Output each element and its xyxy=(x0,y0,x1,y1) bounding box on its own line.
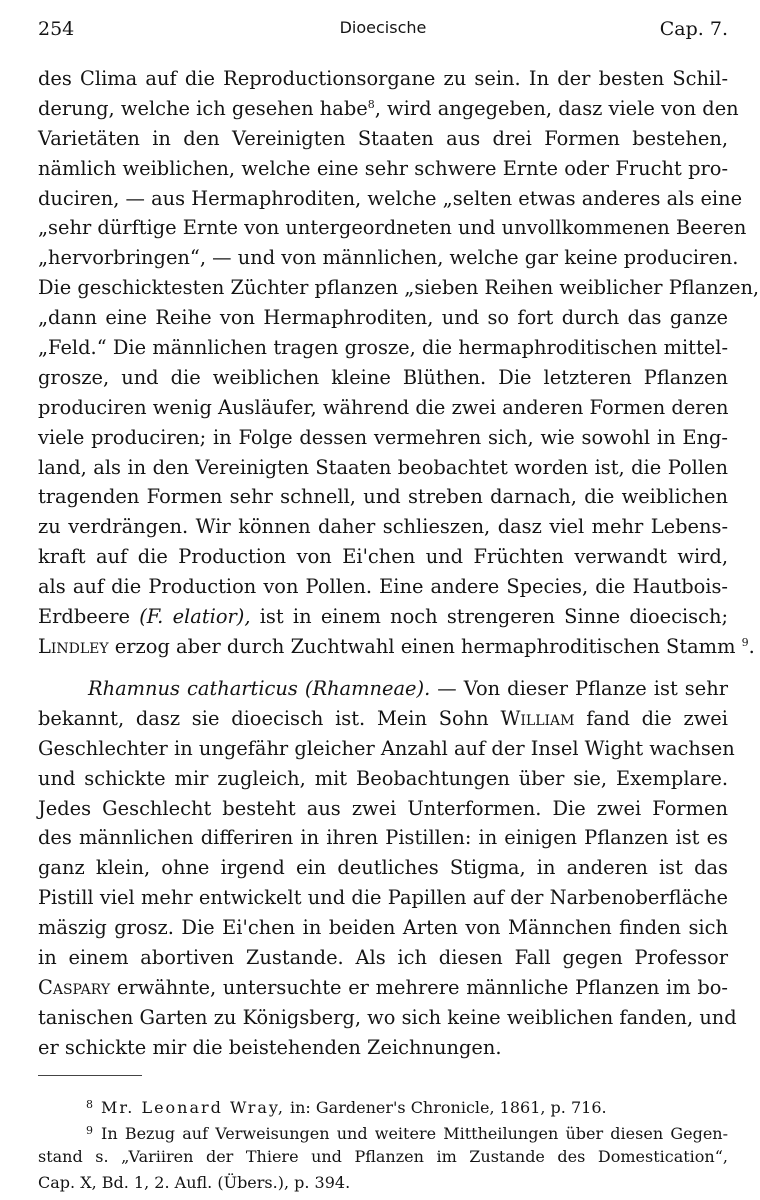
text-line: in einem abortiven Zustande. Als ich diesen Fall gegen Professor xyxy=(38,946,728,970)
text-line: er schickte mir die beistehenden Zeichnungen. xyxy=(38,1035,502,1059)
text-line: des Clima auf die Reproductionsorgane zu sein. In der besten Schil- xyxy=(38,67,728,90)
text-line: Erdbeere (F. elatior), ist in einem noch strengeren Sinne dioecisch; xyxy=(38,605,729,629)
text-line: derung, welche ich gesehen habe$^8$, wird angegeben, dasz viele von den xyxy=(38,96,739,120)
paragraph-strawberry xyxy=(38,64,760,662)
text-line: duciren, — aus Hermaphroditen, welche „selten etwas anderes als eine xyxy=(38,186,743,210)
text-line: land, als in den Vereinigten Staaten beobachtet worden ist, die Pollen xyxy=(38,455,728,479)
text-line: Caspary erwähnte, untersuchte er mehrere männliche Pflanzen im bo- xyxy=(38,975,728,999)
text-line: grosze, und die weiblichen kleine Blüthen. Die letzteren Pflanzen xyxy=(38,365,728,389)
text-line: als auf die Production von Pollen. Eine andere Species, die Hautbois- xyxy=(38,575,728,599)
text-line: viele produciren; in Folge dessen vermehren sich, wie sowohl in Eng- xyxy=(38,425,728,449)
text-line: Pistill viel mehr entwickelt und die Papillen auf der Narbenoberfläche xyxy=(38,886,728,910)
text-line: und schickte mir zugleich, mit Beobachtungen über sie, Exemplare. xyxy=(38,766,728,790)
text-line: „sehr dürftige Ernte von untergeordneten und unvollkommenen Beeren xyxy=(38,216,747,240)
text-line: zu verdrängen. Wir können daher schlieszen, dasz viel mehr Lebens- xyxy=(38,515,728,539)
footnote-8: $^8$ Mr. Leonard Wray, in: Gardener's Chronicle, 1861, p. 716. xyxy=(86,1098,607,1117)
section-heading-species: Rhamnus catharticus (Rhamneae). xyxy=(88,677,431,700)
text-line: Varietäten in den Vereinigten Staaten aus drei Formen bestehen, xyxy=(38,126,728,150)
footnote-divider xyxy=(38,1075,142,1076)
text-line: Geschlechter in ungefähr gleicher Anzahl auf der Insel Wight wachsen xyxy=(38,736,735,760)
text-line: ganz klein, ohne irgend ein deutliches Stigma, in anderen ist das xyxy=(38,856,728,880)
running-title: Dioecische xyxy=(339,18,427,37)
text-line: tanischen Garten zu Königsberg, wo sich keine weiblichen fanden, und xyxy=(38,1005,737,1029)
person-name: Caspary xyxy=(38,975,111,999)
text-line: bekannt, dasz sie dioecisch ist. Mein Sohn William fand die zwei xyxy=(38,706,728,730)
text-line: nämlich weiblichen, welche eine sehr schwere Ernte oder Frucht pro- xyxy=(38,156,728,180)
person-name: William xyxy=(500,706,575,730)
text-line: Lindley erzog aber durch Zuchtwahl einen hermaphroditischen Stamm $^9$. xyxy=(38,634,755,658)
text-line: Die geschicktesten Züchter pflanzen „sieben Reihen weiblicher Pflanzen, xyxy=(38,276,760,300)
species-name: (F. elatior), xyxy=(139,605,251,629)
footnote-ref-8: 8 xyxy=(367,97,375,111)
footnote-ref-9: 9 xyxy=(741,635,749,649)
text-line: „Feld.“ Die männlichen tragen grosze, die hermaphroditischen mittel- xyxy=(38,336,728,360)
text-line: „hervorbringen“, — und von männlichen, welche gar keine produciren. xyxy=(38,246,739,270)
text-line: mäszig grosz. Die Ei'chen in beiden Arten von Männchen finden sich xyxy=(38,916,728,940)
text-line: tragenden Formen sehr schnell, und streben darnach, die weiblichen xyxy=(38,485,728,509)
chapter-label: Cap. 7. xyxy=(659,18,728,40)
text-line: produciren wenig Ausläufer, während die zwei anderen Formen deren xyxy=(38,395,729,419)
page-header xyxy=(38,18,728,46)
person-name: Lindley xyxy=(38,634,109,658)
page-number: 254 xyxy=(38,18,75,40)
footnote-9-cont: Cap. X, Bd. 1, 2. Aufl. (Übers.), p. 394. xyxy=(38,1173,351,1192)
footnotes xyxy=(38,1092,728,1196)
footnote-9: $^9$ In Bezug auf Verweisungen und weitere Mittheilungen über diesen Gegen- xyxy=(86,1124,728,1143)
paragraph-rhamnus xyxy=(38,674,737,1063)
text-line: „dann eine Reihe von Hermaphroditen, und so fort durch das ganze xyxy=(38,306,728,330)
text-line: Jedes Geschlecht besteht aus zwei Unterformen. Die zwei Formen xyxy=(38,796,728,820)
text-line: des männlichen differiren in ihren Pistillen: in einigen Pflanzen ist es xyxy=(38,826,728,850)
text-line: Rhamnus catharticus (Rhamneae). — Von dieser Pflanze ist sehr xyxy=(88,677,728,700)
text-line: kraft auf die Production von Ei'chen und Früchten verwandt wird, xyxy=(38,545,728,569)
footnote-9-cont: stand s. „Variiren der Thiere und Pflanzen im Zustande des Domestication“, xyxy=(38,1147,728,1166)
